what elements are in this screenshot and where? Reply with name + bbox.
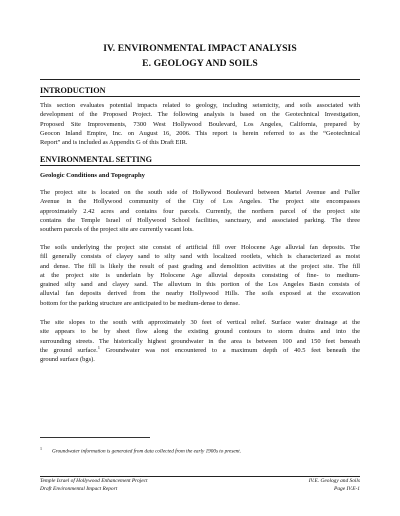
text-line (40, 346, 360, 355)
text-line: development of the Proposed Project. The following analysis is based on the Geotechnical Investigation, (40, 111, 360, 119)
text-line: surrounding streets. The historically highest groundwater in the area is between 100 and 150 feet beneath (40, 337, 360, 345)
footer-page-number: Page IV.E-1 (334, 485, 360, 492)
text-line: contains the Temple Israel of Hollywood School facilities, sanctuary, and associated parking. The three (40, 216, 360, 224)
paragraph-slope-groundwater (40, 318, 360, 364)
text-line: approximately 2.42 acres and contains four parcels. Currently, the northern parcel of the project site (40, 207, 360, 215)
text-line: The soils underlying the project site consist of artificial fill over Holocene Age alluvial fan deposits. The (40, 244, 360, 251)
section-heading-introduction: INTRODUCTION (40, 86, 106, 95)
page-footer (40, 478, 360, 493)
footer-project-name: Temple Israel of Hollywood Enhancement Project (40, 478, 148, 484)
environmental-setting-heading-underline (40, 165, 360, 166)
footnote (40, 445, 360, 456)
footnote-divider (40, 437, 150, 438)
subheading-geologic-conditions: Geologic Conditions and Topography (40, 172, 145, 179)
paragraph-soils (40, 243, 360, 308)
page-title-line-2: E. GEOLOGY AND SOILS (142, 58, 258, 69)
footnote-mark: 1 (40, 446, 42, 451)
text-line: southern parcels of the project site are currently vacant lots. (40, 226, 194, 234)
footer-divider (40, 476, 360, 477)
paragraph-project-site (40, 188, 360, 234)
text-line: bottom for the parking structure are anticipated to be medium-dense to dense. (40, 299, 240, 307)
text-line: This section evaluates potential impacts related to geology, including seismicity, and soils associated with (40, 102, 360, 109)
text-line: Report” and is included as Appendix G of this Draft EIR. (40, 139, 188, 147)
text-line: The site slopes to the south with approximately 30 feet of vertical relief. Surface water drainage at the (40, 319, 360, 326)
text-segment: Groundwater was not encountered to a maximum depth of 40.5 feet beneath the (105, 346, 361, 354)
text-line: The project site is located on the south side of Hollywood Boulevard between Martel Avenue and Fuller (40, 189, 360, 196)
text-line: Geocon Inland Empire, Inc. on August 16, 2006. This report is herein referred to as the “Geotechnical (40, 129, 360, 137)
page-title-line-1: IV. ENVIRONMENTAL IMPACT ANALYSIS (103, 43, 297, 54)
text-line: Avenue in the Hollywood community of the City of Los Angeles. The project site encompasses (40, 198, 360, 206)
footer-section-name: IV.E. Geology and Soils (308, 478, 360, 484)
text-line: and dense. The fill is likely the result of past grading and demolition activities at the project site. The fill (40, 262, 360, 270)
text-line: Proposed Site Improvements, 7300 West Hollywood Boulevard, Los Angeles, California, prepared by (40, 120, 360, 128)
text-line: fill generally consists of clayey sand to silty sand with localized rootlets, which is characterized as moist (40, 253, 360, 261)
introduction-paragraph (40, 101, 360, 147)
page-title (40, 41, 360, 71)
text-line: alluvial fan deposits derived from the nearby Hollywood Hills. The soils exposed at the excavation (40, 290, 360, 298)
footnote-reference: 1 (97, 344, 100, 350)
footnote-text: Groundwater information is generated from data collected from the early 1900s to present. (52, 448, 241, 455)
text-line: site appears to be by sheet flow along the existing ground contours to storm drains and into the (40, 328, 360, 336)
text-line: at the project site is underlain by Holocene Age alluvial deposits consisting of fine- to medium- (40, 271, 360, 279)
text-line: grained silty sand and clayey sand. The alluvium in this portion of the Los Angeles Basin consists of (40, 281, 360, 289)
text-line: ground surface (bgs). (40, 356, 95, 364)
section-heading-environmental-setting: ENVIRONMENTAL SETTING (40, 155, 152, 164)
footer-report-name: Draft Environmental Impact Report (40, 485, 118, 492)
text-segment: the ground surface. (40, 346, 98, 354)
title-divider (40, 79, 360, 80)
introduction-heading-underline (40, 96, 360, 97)
